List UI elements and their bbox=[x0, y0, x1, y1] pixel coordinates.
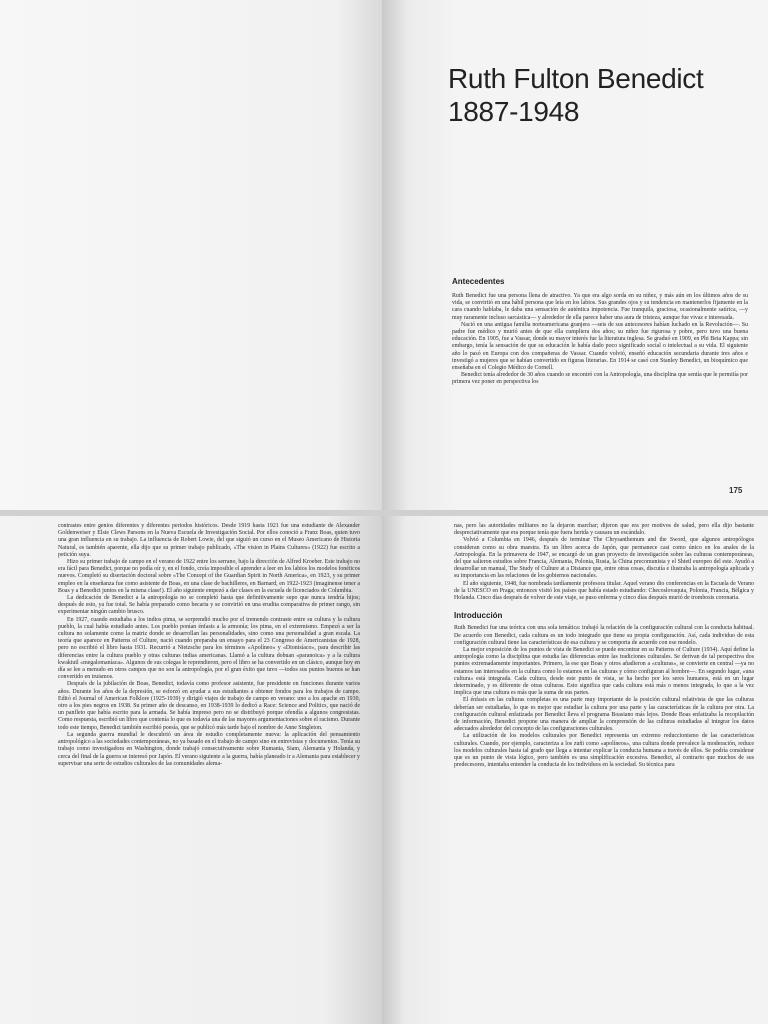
paragraph: Volvió a Columbia en 1946, después de terminar The Chrysanthemum and the Sword, que algunos antropólogos consideran como su obra maestra. Es un libro acerca de Japón, que permanece casi como único en los anales de la Antropología. En la primavera de 1947, se encargó de un gran proyecto de investigación sobre las culturas contemporáneas, del que salieron estudios sobre Francia, Alemania, Polonia, Rusia, la China precomunista y el Shtetl europeo del este. Ayudó a desarrollar un manual, The Study of Culture at a Distance que, entre otras cosas, discutía e ilustraba la antropología aplicada y su importancia en las relaciones de los gobiernos nacionales. bbox=[454, 537, 754, 580]
paragraph: La segunda guerra mundial le descubrió un área de estudio completamente nueva: la aplicación del pensamiento antropológico a las sociedades contemporáneas, no ya basado en el trabajo de campo sino en entrevistas y documentos. Tenía su trabajo como investigadora en Washington, donde trabajó consecutivamente sobre Rumania, Siam, Alemania y Holanda, y cerca del final de la guerra se interesó por Japón. El verano siguiente a la guerra, había planeado ir a Alemania para establecer y supervisar una serie de estudios culturales de las comunidades alema- bbox=[58, 731, 360, 767]
paragraph: nas, pero las autoridades militares no la dejaron marchar; dijeron que era por motivos de salud, pero ella dijo bastante despreciativamente que era porque tenía que fuera herida y causara un escándalo. bbox=[454, 523, 754, 537]
paragraph: La dedicación de Benedict a la antropología no se completó hasta que definitivamente supo que nunca tendría hijos; después de esto, ya fue total. Se había preparado como becaria y se convirtió en una erudita comparativa de primer rango, sin experimentar ningún cambio brusco. bbox=[58, 595, 360, 616]
blank-left-page bbox=[0, 0, 382, 510]
paragraph: El énfasis en las culturas completas es una parte muy importante de la posición cultural relativista de que las culturas deberían ser estudiadas, lo que es mejor que estudiar la cultura por una parte y las características de la cultura por otra. La configuración cultural enfatizada por Benedict lleva el programa Boasiano más lejos. Donde Boas enfatizaba la recopilación de información, Benedict propone una manera de ampliar la comprensión de las culturas estudiadas al integrar los datos adecuados alrededor del concepto de las configuraciones culturales. bbox=[454, 697, 754, 733]
paragraph: Después de la jubilación de Boas, Benedict, todavía como profesor asistente, fue presidente en funciones durante varios años. Durante los años de la depresión, se esforzó en ayudar a sus estudiantes a obtener fondos para los trabajos de campo. Editó el Journal of American Folklore (1925-1939) y dirigió viajes de trabajo de campo en verano: uno a los apache en 1930, otro a los pies negros en 1938. Su primer año de descanso, en 1938-1939 lo dedicó a Race: Science and Politics, que nació de un panfleto que había escrito para la armada. Se había impreso pero no se distribuyó porque ofendía a algunos congresistas. Como respuesta, escribió un libro que contenía lo que es todavía una de las mayores argumentaciones sobre el racismo. Durante todo este tiempo, Benedict también escribió poesía, que se publicó más tarde bajo el nombre de Anne Singleton. bbox=[58, 681, 360, 731]
paragraph: Nació en una antigua familia norteamericana granjera —seis de sus antecesores habían luchado en la Revolución—. Su padre fue médico y murió antes de que ella cumpliera dos años; su niñez fue rigurosa y pobre, pero tuvo una buena educación. En 1905, fue a Vassar, donde su mayor interés fue la literatura inglesa. Se graduó en 1909, en Phi Beta Kappa; sin embargo, tenía la sensación de que su educación le había dado poco significado social o intelectual a su vida. El siguiente año lo pasó en Europa con dos compañeras de Vassar. Cuando volvió, enseñó educación secundaria durante tres años e investigó a mujeres que se habían convertido en figuras literarias. En 1914 se casó con Stanley Benedict, un bioquímico que enseñaba en el Colegio Médico de Cornell. bbox=[452, 321, 748, 372]
paragraph: En 1927, cuando estudiaba a los indios pima, se sorprendió mucho por el tremendo contraste entre su cultura y la cultura pueblo, la cual había estudiado antes. Los pueblo ponían énfasis a la armonía; los pima, en el extremismo. Empezó a ser la cultura no solamente como la matriz donde se desarrollan las personalidades, sino como una personalidad a gran escala. La teoría que aparece en Patterns of Culture, nació cuando preparaba un ensayo para el 23 Congreso de Americanistas de 1928, pero no escribió el libro hasta 1931. Recurrió a Nietzsche para los términos «Apolíneo» y «Dionisíaco», para describir las diferencias entre la cultura pueblo y otras culturas indias americanas. Llamó a la cultura dobuan «paranoica» y a la cultura kwakiutl «megalomaníaca». Algunos de sus colegas le reprendieron, pero el libro se ha convertido en un clásico, aunque hoy en día se lee a menudo en otros campos que no son la antropología, por el gran éxito que tuvo —todos sus puntos buenos se han convertido en truismos. bbox=[58, 616, 360, 681]
chapter-title-name: Ruth Fulton Benedict bbox=[448, 63, 704, 94]
paragraph: Ruth Benedict fue una persona llena de atractivo. Ya que era algo sorda en su niñez, y más aún en los últimos años de su vida, se convirtió en una hábil persona que leía en los labios. Sus grandes ojos y su tendencia en mantenerlos fijamente en la cara cuando hablaba, le daba una sensación de auténtica impotencia. Fue tranquila, graciosa, ocasionalmente satírica, —y muy raramente incluso sarcástica— y alrededor de ella parece haber una aura de tristeza, aunque fue vivaz e interesada. bbox=[452, 293, 748, 321]
text-column-right bbox=[454, 523, 754, 770]
title-page bbox=[382, 0, 768, 510]
paragraph: contrastes entre genios diferentes y diferentes periodos históricos. Desde 1919 hasta 1921 fue una estudiante de Alexander Goldenweiser y Elsie Clews Parsons en la Nueva Escuela de Investigación Social. Por ellos conoció a Franz Boas, quien tuvo una gran influencia en su trabajo. La influencia de Robert Lowie, del que siguió un curso en el Museo Americano de Historia Natural, es también aparente, ella dijo que su primer trabajo publicado, «The vision in Plains Cultures» (1922) fue escrito a petición suya. bbox=[58, 523, 360, 558]
paragraph: La utilización de los modelos culturales por Benedict representa un extremo reduccionismo de las características culturales. Cuando, por ejemplo, caracteriza a los zuñi como «apolíneos», una cultura donde prevalece la moderación, reduce los modelos culturales hasta tal grado que llega a intentar explicar la conducta humana a través de ellos. Se podría considerar que es un punto de vista lógico, pero también es una simplificación excesiva. Benedict, al contrario que muchos de sus predecesores, intentaba entender la conducta de los individuos en la sociedad. Su técnica para bbox=[454, 733, 754, 769]
paragraph: Ruth Benedict fue una teórica con una sola temática: trabajó la relación de la configuración cultural con la conducta habitual. De acuerdo con Benedict, cada cultura es un todo integrado que tiene su propia configuración. Así, cada individuo de esta configuración cultural tiene las características de esa cultura y se comporta de acuerdo con ese modelo. bbox=[454, 625, 754, 646]
left-body-page bbox=[0, 516, 382, 1024]
right-body-page bbox=[382, 516, 768, 1024]
chapter-title-years: 1887-1948 bbox=[448, 96, 580, 127]
text-column-antecedentes bbox=[452, 293, 748, 387]
chapter-title bbox=[448, 62, 758, 128]
section-heading-introduccion: Introducción bbox=[454, 611, 503, 621]
section-heading-antecedentes: Antecedentes bbox=[452, 277, 505, 286]
paragraph: El año siguiente, 1948, fue nombrada tardíamente profesora titular. Aquel verano dio conferencias en la Escuela de Verano de la UNESCO en Praga; entonces visitó los países que había estado estudiando: Checoslovaquia, Polonia, Francia, Bélgica y Holanda. Cinco días después de volver de este viaje, se puso enferma y cinco días después murió de trombosis coronaria. bbox=[454, 580, 754, 602]
text-column-left bbox=[58, 523, 360, 768]
paragraph: La mejor exposición de los puntos de vista de Benedict se puede encontrar en su Patterns of Culture (1934). Aquí define la antropología como la disciplina que estudia las diferencias entre las tradiciones culturales. Se derivan de tal perspectiva dos puntos extremadamente importantes. Primero, la ese que Boas y otros añadieron a «culturas», se convierte en central —ya no estamos tan interesados en la cultura como lo estamos en las culturas y cómo configuran al hombre—. En segundo lugar, «una cultura» está integrada. Cada cultura, desde este punto de vista, se ha hecho por los seres humanos, está en un lugar determinado, y es diferente de otras culturas. Esto significa que cada cultura está más o menos integrada, lo que a la vez implica que una cultura es más que la suma de sus partes. bbox=[454, 647, 754, 697]
page-number: 175 bbox=[729, 486, 743, 495]
paragraph: Benedict tenía alrededor de 30 años cuando se encontró con la Antropología, una disciplina que sentía que le permitía por primera vez poner en perspectiva los bbox=[452, 372, 748, 386]
paragraph: Hizo su primer trabajo de campo en el verano de 1922 entre los serrano, bajo la dirección de Alfred Kroeber. Este trabajo no era fácil para Benedict, porque no podía oír y, en el fondo, creía imposible el aprender a leer en los labios los modelos fonéticos nuevos. Completó su disertación doctoral sobre «The Concept of the Guardian Spirit in North America», en 1923, y su primer empleo en la enseñanza fue como asistente de Boas, en una clase de bachilleres, en Barnard, en 1922-1923 (imaginense tener a Boas y a Benedict juntos en la misma clase!). El año siguiente empezó a dar clases en la escuela de licenciados de Columbia. bbox=[58, 559, 360, 594]
